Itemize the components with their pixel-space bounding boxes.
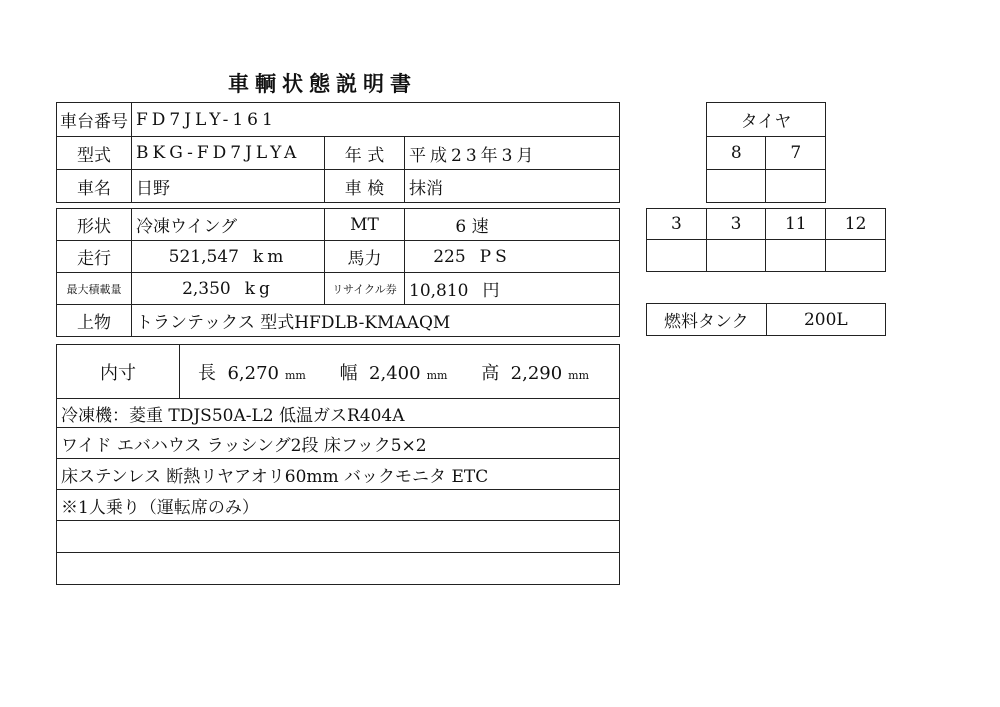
name-label: 車名: [57, 170, 132, 203]
note-line-5: [57, 521, 620, 553]
length-label: 長: [198, 362, 216, 384]
length-value: 6,270: [227, 362, 279, 384]
load-cell: [132, 273, 325, 305]
note-line-6: [57, 553, 620, 585]
dims-cell: [180, 345, 620, 399]
tire-rear-empty-2: [706, 240, 766, 272]
shape-label: 形状: [57, 209, 132, 241]
fuel-table: [646, 303, 886, 336]
tire-front-empty-1: [707, 170, 766, 203]
recycle-value: 10,810: [409, 281, 469, 301]
tire-rear-empty-4: [826, 240, 886, 272]
mt-value: 6 速: [405, 209, 620, 241]
fuel-value: 200L: [766, 304, 885, 336]
height-unit: mm: [568, 368, 590, 382]
model-label: 型式: [57, 137, 132, 170]
year-label: 年 式: [325, 137, 405, 170]
tire-rear-2: 3: [706, 209, 766, 240]
chassis-label: 車台番号: [57, 103, 132, 137]
body-value: トランテックス 型式HFDLB-KMAAQM: [132, 305, 620, 337]
fuel-label: 燃料タンク: [647, 304, 767, 336]
tires-rear-table: [646, 208, 886, 272]
year-value: 平成23年3月: [405, 137, 620, 170]
name-value: 日野: [132, 170, 325, 203]
hp-cell: [405, 241, 620, 273]
tire-front-1: 8: [707, 137, 766, 170]
note-line-4: ※1人乗り（運転席のみ）: [57, 490, 620, 521]
tire-rear-3: 11: [766, 209, 826, 240]
model-value: BKG-FD7JLYA: [132, 137, 325, 170]
tire-rear-empty-3: [766, 240, 826, 272]
tires-front-table: [706, 102, 826, 203]
width-value: 2,400: [369, 362, 421, 384]
tire-rear-1: 3: [647, 209, 707, 240]
mt-label: MT: [325, 209, 405, 241]
chassis-value: FD7JLY-161: [132, 103, 620, 137]
recycle-unit: 円: [482, 281, 500, 301]
dims-label: 内寸: [57, 345, 180, 399]
hp-label: 馬力: [325, 241, 405, 273]
inspection-value: 抹消: [405, 170, 620, 203]
inspection-label: 車 検: [325, 170, 405, 203]
shape-value: 冷凍ウイング: [132, 209, 325, 241]
note-line-3: 床ステンレス 断熱リヤアオリ60mm バックモニタ ETC: [57, 459, 620, 490]
mileage-label: 走行: [57, 241, 132, 273]
mileage-cell: [132, 241, 325, 273]
vehicle-spec-table: [56, 208, 620, 337]
width-label: 幅: [339, 362, 358, 384]
load-value: 2,350: [182, 278, 231, 299]
recycle-cell: [405, 273, 620, 305]
document-title: 車輌状態説明書: [228, 71, 417, 96]
tire-front-2: 7: [766, 137, 826, 170]
tire-front-empty-2: [766, 170, 826, 203]
recycle-label: リサイクル券: [325, 273, 405, 305]
tire-rear-empty-1: [647, 240, 707, 272]
cargo-details-table: [56, 344, 620, 585]
mileage-value: 521,547: [168, 246, 239, 267]
tire-rear-4: 12: [826, 209, 886, 240]
note-line-1: 冷凍機：菱重 TDJS50A-L2 低温ガスR404A: [57, 399, 620, 428]
note-line-2: ワイド エバハウス ラッシング2段 床フック5×2: [57, 428, 620, 459]
height-label: 高: [481, 362, 500, 384]
hp-unit: PS: [479, 246, 511, 267]
hp-value: 225: [433, 246, 466, 267]
width-unit: mm: [426, 368, 448, 382]
length-unit: mm: [284, 368, 306, 382]
load-unit: kg: [244, 278, 274, 299]
mileage-unit: km: [252, 246, 288, 267]
body-label: 上物: [57, 305, 132, 337]
load-label: 最大積載量: [57, 273, 132, 305]
height-value: 2,290: [510, 362, 563, 384]
vehicle-id-table: [56, 102, 620, 203]
tires-label: タイヤ: [707, 103, 826, 137]
